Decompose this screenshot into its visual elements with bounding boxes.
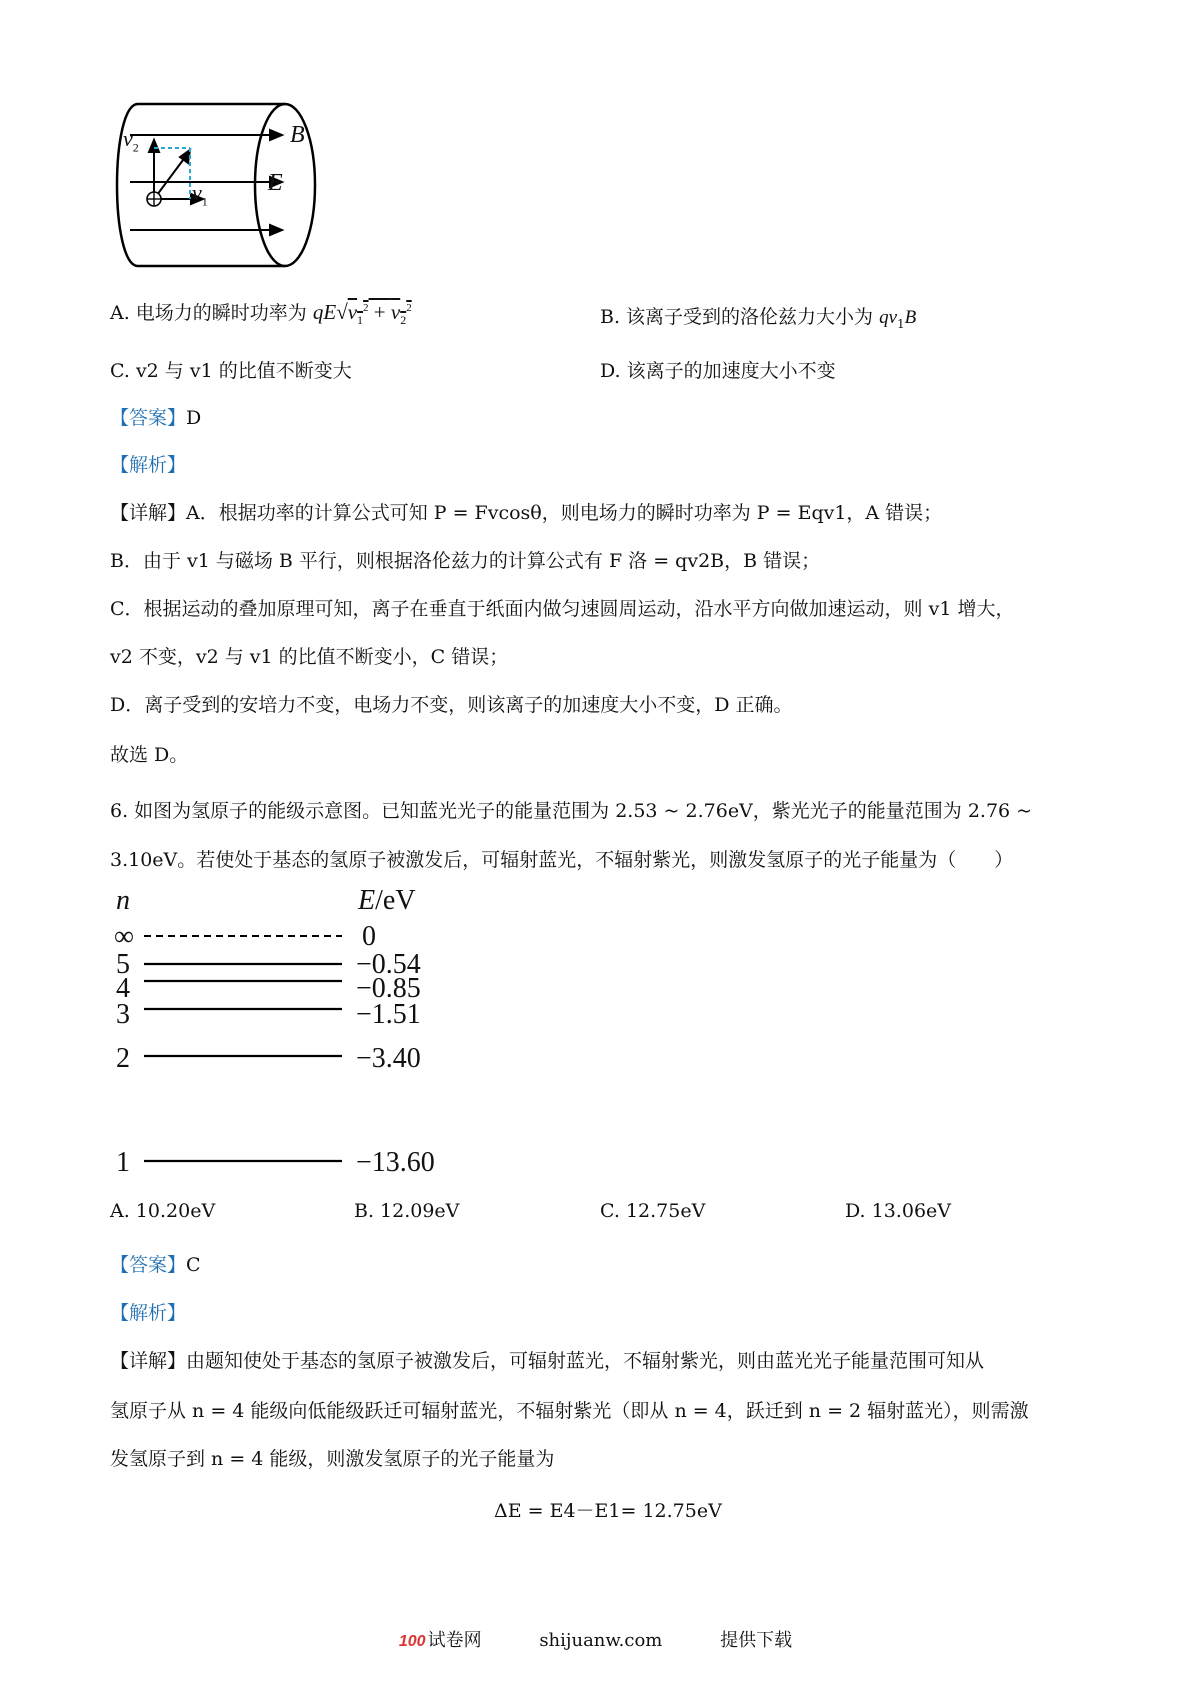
q6-detail-line-2: 氢原子从 n = 4 能级向低能级跃迁可辐射蓝光，不辐射紫光（即从 n = 4，跃迁到 n = 2 辐射蓝光），则需激 bbox=[110, 1400, 1029, 1422]
level-n-3: 3 bbox=[116, 999, 130, 1030]
level-e-3: −1.51 bbox=[356, 999, 421, 1030]
option-a: A. 电场力的瞬时功率为 $qE√v_1^2 + v_2^2$ bbox=[110, 300, 412, 328]
level-n-4: 4 bbox=[116, 973, 130, 1004]
q6-detail-line-3: 发氢原子到 n = 4 能级，则激发氢原子的光子能量为 bbox=[110, 1448, 555, 1470]
level-n-5: 5 bbox=[116, 949, 130, 980]
level-n-2: 2 bbox=[116, 1043, 130, 1074]
level-n-1: 1 bbox=[116, 1147, 130, 1178]
level-n-inf: ∞ bbox=[114, 921, 134, 952]
label-B: B bbox=[290, 122, 305, 148]
option-a-text: A. 电场力的瞬时功率为 bbox=[110, 302, 307, 324]
option-a-formula: qE bbox=[312, 300, 337, 324]
level-e-inf: 0 bbox=[362, 921, 376, 952]
q5-detail-line-6: 故选 D。 bbox=[110, 744, 189, 766]
n-header: n bbox=[116, 885, 130, 916]
label-v2: $v_2$ bbox=[123, 126, 139, 155]
q5-analysis-tag: 【解析】 bbox=[110, 454, 187, 476]
option-c: C. v2 与 v1 的比值不断变大 bbox=[110, 360, 352, 382]
q5-detail-line-1: 【详解】A．根据功率的计算公式可知 P = Fvcosθ，则电场力的瞬时功率为 P = Eqv1，A 错误； bbox=[110, 502, 943, 524]
option-b: B. 该离子受到的洛伦兹力大小为 $qv_1B$ bbox=[600, 306, 917, 331]
e-header: E/eV bbox=[358, 885, 416, 916]
q6-option-b: B. 12.09eV bbox=[354, 1200, 460, 1222]
level-e-1: −13.60 bbox=[356, 1147, 435, 1178]
q6-stem-line-1: 6. 如图为氢原子的能级示意图。已知蓝光光子的能量范围为 2.53 ~ 2.76eV，紫光光子的能量范围为 2.76 ~ bbox=[110, 800, 1033, 822]
label-v1: $v_1$ bbox=[192, 180, 208, 209]
q6-analysis-tag: 【解析】 bbox=[110, 1302, 187, 1324]
q6-formula: ΔE = E4－E1= 12.75eV bbox=[494, 1500, 722, 1522]
q6-detail-line-1: 【详解】由题知使处于基态的氢原子被激发后，可辐射蓝光，不辐射紫光，则由蓝光光子能量范围可知从 bbox=[110, 1350, 985, 1372]
level-e-2: −3.40 bbox=[356, 1043, 421, 1074]
q5-answer: 【答案】D bbox=[110, 407, 202, 429]
option-b-text: B. 该离子受到的洛伦兹力大小为 bbox=[600, 306, 874, 328]
level-e-4: −0.85 bbox=[356, 973, 421, 1004]
option-d: D. 该离子的加速度大小不变 bbox=[600, 360, 836, 382]
footer bbox=[0, 1626, 1191, 1652]
q5-detail-line-3: C．根据运动的叠加原理可知，离子在垂直于纸面内做匀速圆周运动，沿水平方向做加速运动，则 v1 增大， bbox=[110, 598, 1015, 620]
q6-answer: 【答案】C bbox=[110, 1254, 201, 1276]
site-tagline: 提供下载 bbox=[720, 1630, 793, 1651]
q6-option-c: C. 12.75eV bbox=[600, 1200, 706, 1222]
q5-detail-line-5: D．离子受到的安培力不变，电场力不变，则该离子的加速度大小不变，D 正确。 bbox=[110, 694, 793, 716]
energy-level-diagram bbox=[110, 885, 450, 1185]
site-logo: 100 bbox=[398, 1633, 426, 1650]
q6-stem-line-2: 3.10eV。若使处于基态的氢原子被激发后，可辐射蓝光，不辐射紫光，则激发氢原子的光子能量为（ ） bbox=[110, 849, 1014, 871]
level-e-5: −0.54 bbox=[356, 949, 421, 980]
q6-option-d: D. 13.06eV bbox=[845, 1200, 951, 1222]
q5-detail-line-2: B．由于 v1 与磁场 B 平行，则根据洛伦兹力的计算公式有 F 洛 = qv2B，B 错误； bbox=[110, 550, 821, 572]
level-lines bbox=[110, 885, 450, 1185]
site-name: 试卷网 bbox=[427, 1630, 482, 1651]
site-domain[interactable]: shijuanw.com bbox=[539, 1630, 663, 1651]
label-E: E bbox=[268, 170, 283, 196]
q5-detail-line-4: v2 不变，v2 与 v1 的比值不断变小，C 错误； bbox=[110, 646, 509, 668]
q6-option-a: A. 10.20eV bbox=[110, 1200, 216, 1222]
